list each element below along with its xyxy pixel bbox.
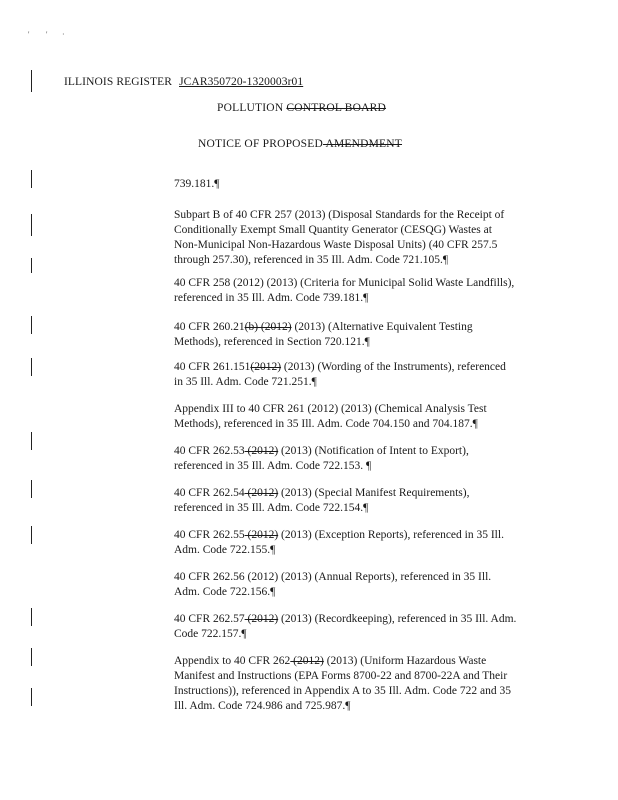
entry-line: Instructions)), referenced in Appendix A to 35 Ill. Adm. Code 722 and 35 [174, 685, 511, 697]
entry-line: Adm. Code 722.155.¶ [174, 544, 276, 556]
entry-line: referenced in 35 Ill. Adm. Code 722.153. ¶ [174, 460, 372, 472]
register-doc-code: JCAR350720-1320003r01 [179, 76, 304, 88]
notice-struck: AMENDMENT [323, 138, 403, 150]
reference-entry [174, 528, 554, 558]
revision-bar [31, 432, 32, 450]
revision-bar [31, 480, 32, 498]
reference-entry [174, 486, 554, 516]
entry-line: 40 CFR 262.57 (2012) (2013) (Recordkeeping), referenced in 35 Ill. Adm. [174, 613, 517, 625]
entry-line: Manifest and Instructions (EPA Forms 8700-22 and 8700-22A and Their [174, 670, 508, 682]
entry-line: 40 CFR 262.55 (2012) (2013) (Exception Reports), referenced in 35 Ill. [174, 529, 504, 541]
entry-line: Non-Municipal Non-Hazardous Waste Disposal Units) (40 CFR 257.5 [174, 239, 498, 251]
entry-line: 40 CFR 258 (2012) (2013) (Criteria for Municipal Solid Waste Landfills), [174, 277, 515, 289]
revision-bar [31, 70, 32, 92]
reference-entry [174, 654, 554, 714]
reference-entry [174, 360, 554, 390]
revision-bar [31, 258, 32, 273]
entry-line: referenced in 35 Ill. Adm. Code 722.154.¶ [174, 502, 369, 514]
entry-line: through 257.30), referenced in 35 Ill. Adm. Code 721.105.¶ [174, 254, 449, 266]
agency-keep: POLLUTION [217, 102, 287, 114]
struck-text: (2012) [244, 613, 279, 625]
struck-text: (2012) [244, 445, 279, 457]
scan-speck: ' [28, 30, 30, 39]
entry-line: Methods), referenced in Section 720.121.¶ [174, 336, 370, 348]
entry-line: 40 CFR 262.56 (2012) (2013) (Annual Reports), referenced in 35 Ill. [174, 571, 492, 583]
revision-bar [31, 214, 32, 236]
scan-speck: ' [46, 30, 48, 39]
entry-line: in 35 Ill. Adm. Code 721.251.¶ [174, 376, 317, 388]
section-number: 739.181.¶ [174, 178, 220, 190]
revision-bar [31, 358, 32, 376]
revision-bar [31, 608, 32, 626]
entry-line: Subpart B of 40 CFR 257 (2013) (Disposal Standards for the Receipt of [174, 209, 505, 221]
notice-keep: NOTICE OF PROPOSED [198, 138, 324, 150]
entry-line: 40 CFR 260.21(b) (2012) (2013) (Alternative Equivalent Testing [174, 321, 473, 333]
reference-entry [174, 320, 554, 350]
entry-line: Ill. Adm. Code 724.986 and 725.987.¶ [174, 700, 351, 712]
register-title: ILLINOIS REGISTER [64, 76, 173, 88]
struck-text: (2012) [244, 487, 279, 499]
reference-entry [174, 402, 554, 432]
register-header [64, 76, 303, 88]
entry-line: 40 CFR 262.53 (2012) (2013) (Notification of Intent to Export), [174, 445, 469, 457]
struck-text: (b) (2012) [244, 321, 292, 333]
entry-line: Appendix III to 40 CFR 261 (2012) (2013) (Chemical Analysis Test [174, 403, 487, 415]
agency-struck: CONTROL BOARD [286, 102, 387, 114]
revision-bar [31, 316, 32, 334]
revision-bar [31, 648, 32, 666]
entry-line: 40 CFR 261.151(2012) (2013) (Wording of the Instruments), referenced [174, 361, 506, 373]
struck-text: (2012) [290, 655, 324, 667]
struck-text: (2012) [244, 529, 279, 541]
reference-entry [174, 208, 554, 268]
reference-entry [174, 570, 554, 600]
reference-entry [174, 612, 554, 642]
entry-line: Appendix to 40 CFR 262 (2012) (2013) (Uniform Hazardous Waste [174, 655, 487, 667]
entry-line: referenced in 35 Ill. Adm. Code 739.181.¶ [174, 292, 369, 304]
entry-line: Methods), referenced in 35 Ill. Adm. Code 704.150 and 704.187.¶ [174, 418, 478, 430]
revision-bar [31, 170, 32, 188]
revision-bar [31, 688, 32, 706]
struck-text: (2012) [250, 361, 282, 373]
revision-bar [31, 526, 32, 544]
notice-line [198, 138, 402, 150]
entry-line: 40 CFR 262.54 (2012) (2013) (Special Manifest Requirements), [174, 487, 470, 499]
reference-entry [174, 444, 554, 474]
entry-line: Adm. Code 722.156.¶ [174, 586, 276, 598]
entry-line: Code 722.157.¶ [174, 628, 247, 640]
entry-line: Conditionally Exempt Small Quantity Generator (CESQG) Wastes at [174, 224, 492, 236]
agency-line [217, 102, 386, 114]
scan-speck: · [62, 30, 65, 39]
reference-entry [174, 276, 554, 306]
